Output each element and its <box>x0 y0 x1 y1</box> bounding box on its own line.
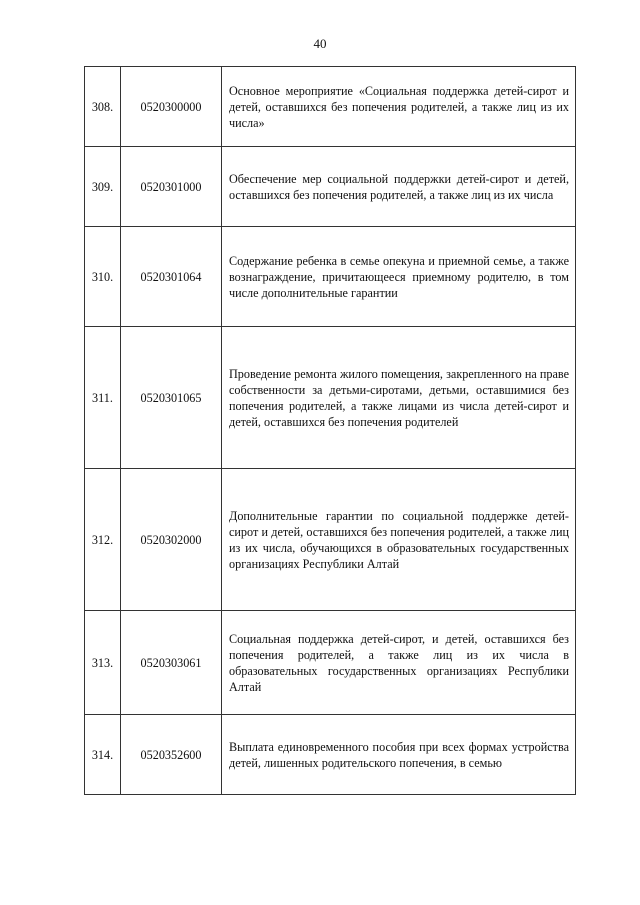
row-code: 0520301000 <box>121 147 222 227</box>
table-row <box>85 715 576 795</box>
row-code: 0520302000 <box>121 469 222 611</box>
row-number: 309. <box>85 147 121 227</box>
row-description: Содержание ребенка в семье опекуна и приемной семье, а также вознаграждение, причитающееся приемному родителю, в том числе дополнительные гарантии <box>229 253 569 300</box>
row-code: 0520303061 <box>121 611 222 715</box>
row-number: 311. <box>85 327 121 469</box>
row-number: 312. <box>85 469 121 611</box>
row-description: Основное мероприятие «Социальная поддержка детей-сирот и детей, оставшихся без попечения родителей, а также лиц из их числа» <box>229 83 569 130</box>
table-row <box>85 227 576 327</box>
row-description: Проведение ремонта жилого помещения, закрепленного на праве собственности за детьми-сиротами, детьми, оставшимися без попечения родителей, а также лицами из числа детей-сирот и детей, оставшихся без попечения родителей <box>229 366 569 429</box>
row-description: Обеспечение мер социальной поддержки детей-сирот и детей, оставшихся без попечения родителей, а также лиц из их числа <box>229 171 569 202</box>
row-number: 313. <box>85 611 121 715</box>
row-description: Социальная поддержка детей-сирот, и детей, оставшихся без попечения родителей, а также лиц из их числа в образовательных государственных организациях Республики Алтай <box>229 631 569 694</box>
page-number: 40 <box>313 36 327 51</box>
row-number: 314. <box>85 715 121 795</box>
table-row <box>85 147 576 227</box>
row-code: 0520301065 <box>121 327 222 469</box>
row-number: 310. <box>85 227 121 327</box>
row-description: Выплата единовременного пособия при всех формах устройства детей, лишенных родительского попечения, в семью <box>229 739 569 770</box>
row-code: 0520300000 <box>121 67 222 147</box>
row-number: 308. <box>85 67 121 147</box>
row-code: 0520352600 <box>121 715 222 795</box>
row-code: 0520301064 <box>121 227 222 327</box>
table-row <box>85 469 576 611</box>
budget-classification-table <box>84 66 576 795</box>
table-row <box>85 67 576 147</box>
table-row <box>85 327 576 469</box>
table-row <box>85 611 576 715</box>
row-description: Дополнительные гарантии по социальной поддержке детей-сирот и детей, оставшихся без попечения родителей, а также лиц из их числа, обучающихся в образовательных государственных организациях Республики Алтай <box>229 508 569 571</box>
